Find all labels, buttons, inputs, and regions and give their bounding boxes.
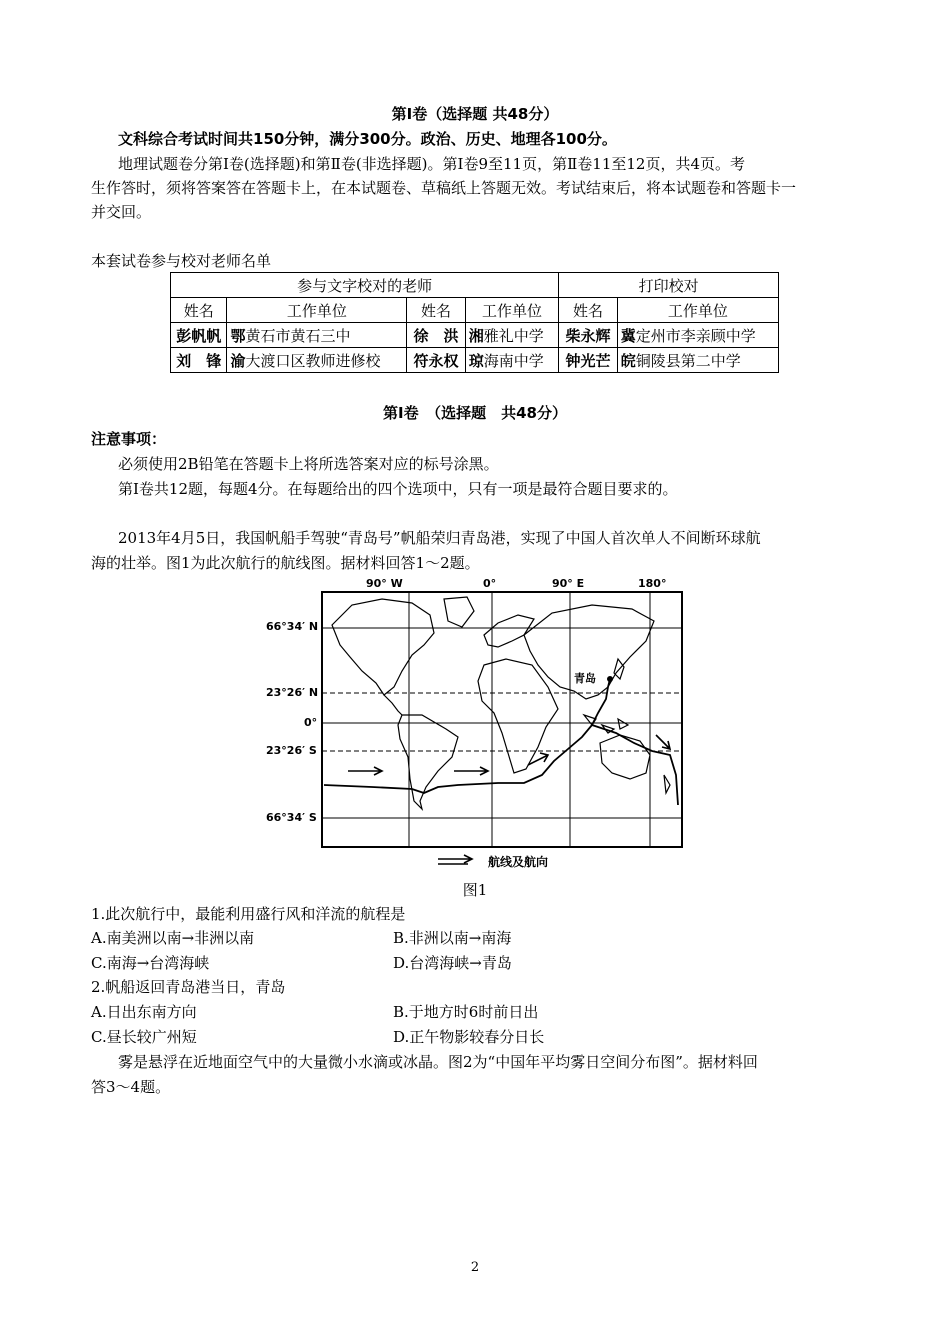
province-abbr: 渝 (230, 351, 246, 370)
q1-option-d: D.台湾海峡→青岛 (393, 954, 512, 972)
province-abbr: 冀 (620, 326, 636, 345)
lat-label: 66°34′ S (266, 811, 317, 824)
lat-label: 23°26′ N (266, 686, 319, 699)
sailing-route (324, 679, 678, 805)
australia (600, 735, 650, 779)
lon-label: 90° W (366, 577, 403, 590)
col-header-name: 姓名 (559, 298, 618, 323)
figure-caption: 图1 (462, 881, 488, 899)
legend-label: 航线及航向 (488, 855, 549, 869)
qingdao-label: 青岛 (574, 672, 596, 685)
province-abbr: 琼 (468, 351, 484, 370)
group-header-text-proof: 参与文字校对的老师 (171, 273, 559, 298)
table-row (171, 323, 779, 348)
table-row (171, 348, 779, 373)
notice-line-1: 必须使用2B铅笔在答题卡上将所选答案对应的标号涂黑。 (118, 455, 499, 473)
central-america (384, 695, 402, 715)
teacher-name: 刘 锋 (171, 348, 227, 373)
q2-option-a: A.日出东南方向 (91, 1003, 197, 1021)
q2-option-b: B.于地方时6时前日出 (393, 1003, 539, 1021)
teacher-unit (465, 323, 558, 348)
arrow-icon (454, 767, 488, 775)
section-title: 第Ⅰ卷 （选择题 共48分） (383, 404, 567, 422)
exam-info: 文科综合考试时间共150分钟，满分300分。政治、历史、地理各100分。 (118, 130, 617, 148)
q1-option-c: C.南海→台湾海峡 (91, 954, 210, 972)
route-map-figure (262, 575, 694, 873)
unit-name: 大渡口区教师进修校 (245, 351, 381, 370)
greenland (444, 597, 474, 627)
teacher-name: 彭帆帆 (171, 323, 227, 348)
teacher-name: 符永权 (407, 348, 466, 373)
exam-part-title: 第Ⅰ卷（选择题 共48分） (391, 105, 559, 123)
teacher-name: 徐 洪 (407, 323, 466, 348)
south-america (398, 715, 458, 809)
qingdao-port-dot (607, 676, 613, 682)
province-abbr: 皖 (620, 351, 636, 370)
question-2-stem: 2.帆船返回青岛港当日，青岛 (91, 978, 286, 996)
page-number: 2 (470, 1260, 480, 1275)
teacher-unit (465, 348, 558, 373)
north-america (332, 599, 434, 695)
unit-name: 铜陵县第二中学 (635, 351, 741, 370)
col-header-name: 姓名 (171, 298, 227, 323)
continent-outlines (332, 597, 670, 809)
map-frame (322, 592, 682, 847)
teacher-unit (617, 323, 778, 348)
group-header-print-proof: 打印校对 (559, 273, 779, 298)
teacher-unit (227, 348, 407, 373)
world-map-svg (262, 575, 694, 873)
passage2-line-1: 雾是悬浮在近地面空气中的大量微小水滴或冰晶。图2为“中国年平均雾日空间分布图”。据材料回 (118, 1053, 758, 1071)
unit-name: 雅礼中学 (483, 326, 544, 345)
unit-name: 黄石市黄石三中 (245, 326, 351, 345)
legend-arrow-icon (438, 855, 472, 864)
unit-name: 定州市李亲顾中学 (635, 326, 756, 345)
lon-label: 0° (483, 577, 497, 590)
col-header-unit: 工作单位 (227, 298, 407, 323)
passage2-line-2: 答3～4题。 (91, 1078, 171, 1096)
question-1-stem: 1.此次航行中，最能利用盛行风和洋流的航程是 (91, 905, 406, 923)
lat-label: 66°34′ N (266, 620, 319, 633)
roster-caption: 本套试卷参与校对老师名单 (91, 252, 272, 270)
intro-line-1: 地理试题卷分第Ⅰ卷(选择题)和第Ⅱ卷(非选择题)。第Ⅰ卷9至11页，第Ⅱ卷11至12页，共4页。考 (118, 155, 746, 173)
notice-line-2: 第Ⅰ卷共12题，每题4分。在每题给出的四个选项中，只有一项是最符合题目要求的。 (118, 480, 678, 498)
arrow-icon (656, 735, 670, 749)
col-header-unit: 工作单位 (617, 298, 778, 323)
arrow-icon (348, 767, 382, 775)
province-abbr: 湘 (468, 326, 484, 345)
teacher-name: 钟光芒 (559, 348, 618, 373)
q1-option-a: A.南美洲以南→非洲以南 (91, 929, 255, 947)
teacher-name: 柴永辉 (559, 323, 618, 348)
province-abbr: 鄂 (230, 326, 246, 345)
passage1-line-1: 2013年4月5日，我国帆船手驾驶“青岛号”帆船荣归青岛港，实现了中国人首次单人不间断环球航 (118, 529, 761, 547)
lat-label: 0° (304, 716, 318, 729)
col-header-name: 姓名 (407, 298, 466, 323)
teacher-unit (227, 323, 407, 348)
notice-title: 注意事项： (91, 430, 167, 448)
lon-label: 180° (638, 577, 667, 590)
q2-option-d: D.正午物影较春分日长 (393, 1028, 545, 1046)
q1-option-b: B.非洲以南→南海 (393, 929, 512, 947)
col-header-unit: 工作单位 (465, 298, 558, 323)
intro-line-3: 并交回。 (91, 203, 152, 221)
new-zealand (664, 775, 670, 793)
lon-label: 90° E (552, 577, 585, 590)
proofreader-table (170, 272, 779, 373)
lat-label: 23°26′ S (266, 744, 317, 757)
passage1-line-2: 海的壮举。图1为此次航行的航线图。据材料回答1～2题。 (91, 554, 480, 572)
teacher-unit (617, 348, 778, 373)
intro-line-2: 生作答时，须将答案答在答题卡上，在本试题卷、草稿纸上答题无效。考试结束后，将本试题卷和答题卡一 (91, 179, 797, 197)
unit-name: 海南中学 (483, 351, 544, 370)
q2-option-c: C.昼长较广州短 (91, 1028, 197, 1046)
